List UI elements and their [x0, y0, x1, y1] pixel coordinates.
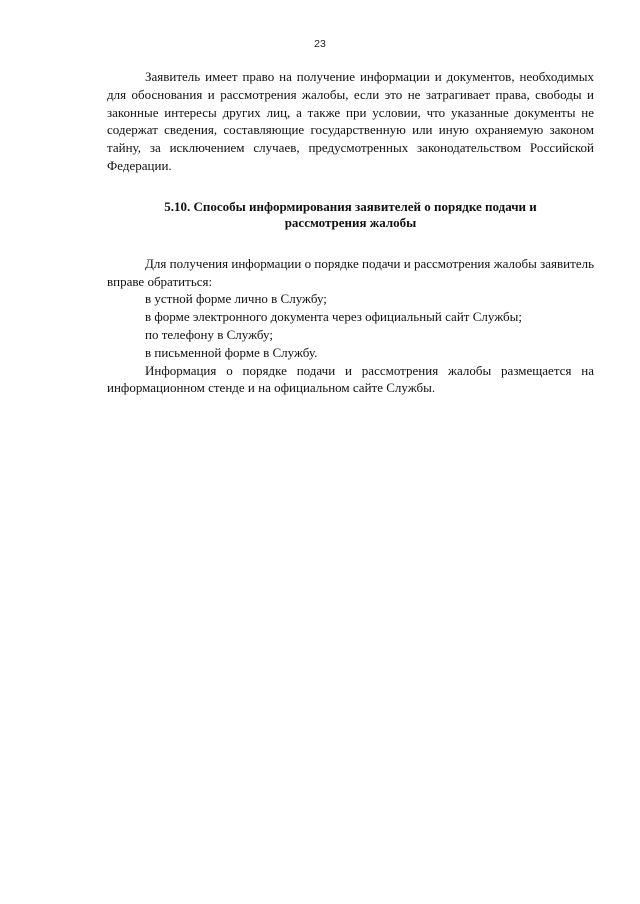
section-heading: 5.10. Способы информирования заявителей о порядке подачи и рассмотрения жалобы: [164, 198, 537, 231]
option-phone: по телефону в Службу;: [145, 326, 273, 342]
page-content: [107, 68, 594, 397]
section-body: [107, 255, 594, 397]
option-written: в письменной форме в Службу.: [145, 344, 318, 360]
lead-paragraph: Для получения информации о порядке подачи и рассмотрения жалобы заявитель вправе обратиться:: [107, 255, 594, 289]
option-in-person: в устной форме лично в Службу;: [145, 291, 327, 307]
page-number: 23: [314, 38, 326, 50]
option-electronic: в форме электронного документа через официальный сайт Службы;: [145, 309, 522, 325]
closing-paragraph: Информация о порядке подачи и рассмотрения жалобы размещается на информационном стенде и на официальном сайте Службы.: [107, 362, 594, 396]
intro-paragraph: Заявитель имеет право на получение информации и документов, необходимых для обоснования и рассмотрения жалобы, если это не затрагивает права, свободы и законные интересы других лиц, а также при условии, что указанные документы не содержат сведения, составляющие государственную или иную охраняемую законом тайну, за исключением случаев, предусмотренных законодательством Российской Федерации.: [107, 69, 594, 173]
